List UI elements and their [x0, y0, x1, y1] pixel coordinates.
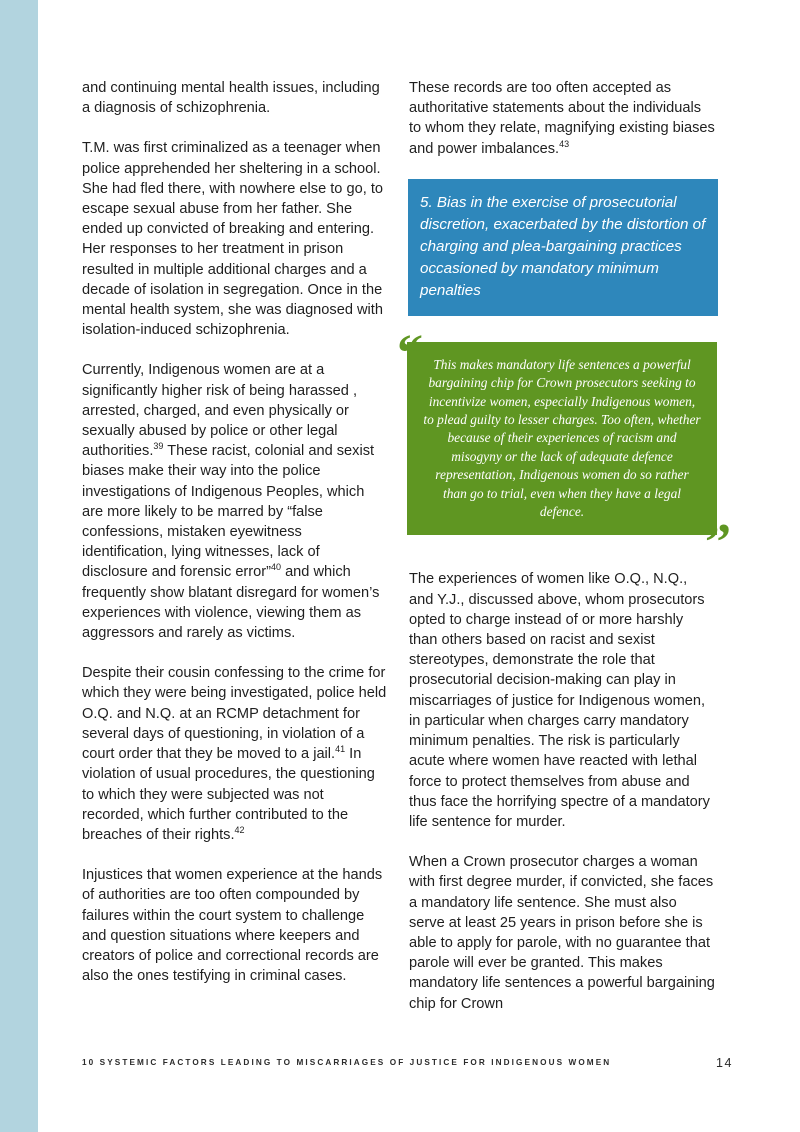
pull-quote-text: This makes mandatory life sentences a powerful bargaining chip for Crown prosecutors seeking to incentivize women, especially Indigenous women, to plead guilty to lesser charges. Too often, whether because of their experiences of racism and misogyny or the lack of adequate defence representation, Indigenous women do so rather than go to trial, even when they have a legal defence.	[407, 342, 717, 536]
side-color-band	[0, 0, 38, 1132]
close-quote-icon: ”	[705, 514, 731, 572]
paragraph: These records are too often accepted as authoritative statements about the individuals to whom they relate, magnifying existing biases and power imbalances.$^{43}$	[409, 80, 715, 157]
pull-quote	[397, 324, 731, 572]
footer-document-title: 10 SYSTEMIC FACTORS LEADING TO MISCARRIAGES OF JUSTICE FOR INDIGENOUS WOMEN	[82, 1058, 612, 1067]
footnote-ref: 42	[234, 825, 245, 836]
paragraph: T.M. was first criminalized as a teenager when police apprehended her sheltering in a school. She had fled there, with nowhere else to go, to escape sexual abuse from her father. She ended up convicted of breaking and entering. Her responses to her treatment in prison resulted in multiple additional charges and a decade of isolation in segregation. Once in the mental health system, she was diagnosed with isolation-induced schizophrenia.	[82, 140, 383, 339]
footnote-ref: 40	[271, 562, 282, 573]
footnote-ref: 39	[153, 441, 164, 452]
paragraph: Currently, Indigenous women are at a significantly higher risk of being harassed , arrested, charged, and even physically or sexually abused by police or other legal authorities.$^{39}$ These racist, colonial and sexist biases make their way into the police investigations of Indigenous Peoples, which are more likely to be marred by “false confessions, mistaken eyewitness identification, lying witnesses, lack of disclosure and forensic error”$^{40}$ and which frequently show blatant disregard for women’s experiences with violence, viewing them as aggressors and rarely as victims.	[82, 362, 380, 642]
right-column	[397, 78, 731, 1034]
paragraph: When a Crown prosecutor charges a woman with first degree murder, if convicted, she faces a mandatory life sentence. She must also serve at least 25 years in prison before she is able to apply for parole, with no guarantee that parole will ever be granted. This makes mandatory life sentences a powerful bargaining chip for Crown	[409, 854, 715, 1012]
footnote-ref: 43	[559, 138, 570, 149]
paragraph: Injustices that women experience at the hands of authorities are too often compounded by failures within the court system to challenge and question situations where keepers and creators of police and correctional records are also the ones testifying in criminal cases.	[82, 867, 383, 985]
paragraph: Despite their cousin confessing to the crime for which they were being investigated, police held O.Q. and N.Q. at an RCMP detachment for several days of questioning, in violation of a court order that they be moved to a jail.$^{41}$ In violation of usual procedures, the questioning to which they were subjected was not recorded, which further contributed to the breaches of their rights.$^{42}$	[82, 665, 387, 843]
footnote-ref: 41	[335, 744, 346, 755]
open-quote-icon: “	[397, 324, 423, 382]
section-heading-callout: 5. Bias in the exercise of prosecutorial discretion, exacerbated by the distortion of charging and plea-bargaining practices occasioned by mandatory minimum penalties	[408, 179, 718, 316]
paragraph: The experiences of women like O.Q., N.Q., and Y.J., discussed above, whom prosecutors opted to charge instead of or more harshly than others based on racist and sexist stereotypes, demonstrate the role that prosecutorial decision-making can play in miscarriages of justice for Indigenous women, in particular when charges carry mandatory minimum penalties. The risk is particularly acute where women have reacted with lethal force to protect themselves from abuse and thus face the horrifying spectre of a mandatory life sentence for murder.	[409, 571, 710, 830]
left-column	[82, 78, 388, 1006]
page-number: 14	[716, 1056, 733, 1070]
paragraph: and continuing mental health issues, including a diagnosis of schizophrenia.	[82, 80, 380, 117]
